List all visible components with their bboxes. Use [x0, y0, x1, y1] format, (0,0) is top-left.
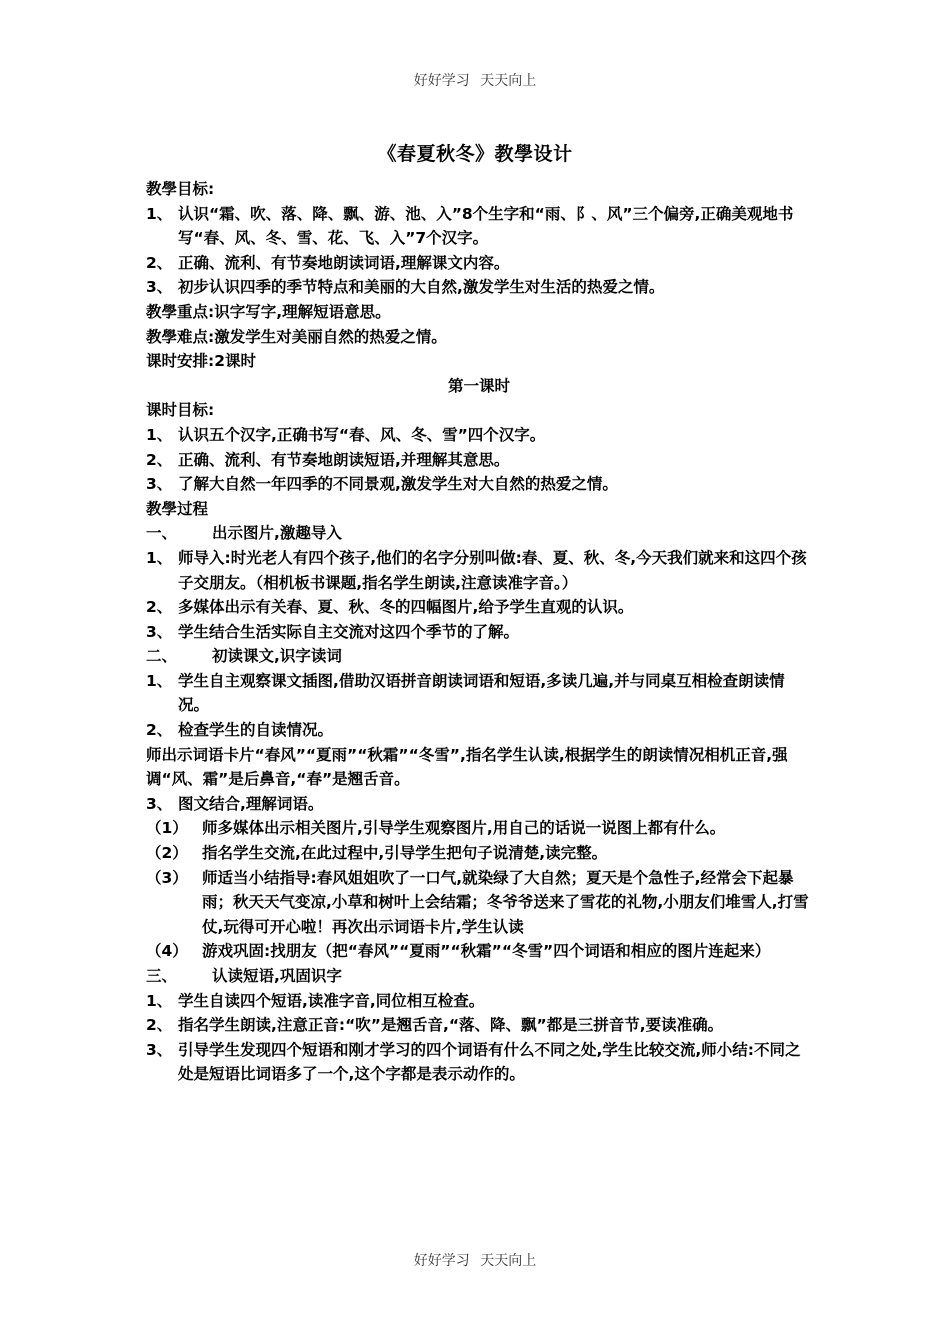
item-text: 学生自主观察课文插图,借助汉语拼音朗读词语和短语,多读几遍,并与同桌互相检查朗读情况。 [178, 671, 785, 715]
item-number: 3、 [146, 622, 173, 641]
item-number: 3、 [146, 1040, 173, 1059]
item-number: 1、 [146, 548, 173, 567]
list-item [146, 816, 812, 841]
item-text: 学生结合生活实际自主交流对这四个季节的了解。 [178, 622, 520, 641]
list-item [146, 472, 812, 497]
list-item [146, 841, 812, 866]
process-step [146, 644, 812, 669]
item-text: 认识五个汉字,正确书写“春、风、冬、雪”四个汉字。 [178, 425, 546, 444]
item-number: 2、 [146, 598, 173, 617]
item-text: 初读课文,识字读词 [212, 647, 342, 666]
item-number: 3、 [146, 794, 173, 813]
item-number: 2、 [146, 1016, 173, 1035]
item-text: 师多媒体出示相关图片,引导学生观察图片,用自己的话说一说图上都有什么。 [202, 819, 726, 838]
list-item [146, 1013, 812, 1038]
section-heading: 第一课时 [447, 376, 510, 395]
item-text: 引导学生发现四个短语和刚才学习的四个词语有什么不同之处,学生比较交流,师小结:不同之处是短语比词语多了一个,这个字都是表示动作的。 [178, 1040, 801, 1084]
list-item [146, 448, 812, 473]
item-number: 2、 [146, 450, 173, 469]
list-item [146, 989, 812, 1014]
list-item [146, 669, 812, 718]
item-number: （2） [146, 844, 188, 863]
list-item [146, 423, 812, 448]
item-number: 3、 [146, 475, 173, 494]
list-item [146, 866, 812, 940]
item-number: 1、 [146, 991, 173, 1010]
page-header: 好好学习 天天向上 [413, 73, 537, 89]
paragraph: 教學目标: [146, 180, 215, 198]
list-item [146, 620, 812, 645]
paragraph: 教學重点:识字写字,理解短语意思。 [146, 302, 391, 321]
paragraph: 课时目标: [146, 401, 215, 420]
item-text: 正确、流利、有节奏地朗读词语,理解课文内容。 [178, 253, 510, 272]
list-item [146, 546, 812, 595]
list-item [146, 1038, 812, 1087]
paragraph: 教學过程 [146, 499, 209, 518]
item-text: 正确、流利、有节奏地朗读短语,并理解其意思。 [178, 450, 510, 469]
list-item [146, 939, 812, 964]
process-step [146, 964, 812, 989]
item-text: 图文结合,理解词语。 [178, 794, 324, 813]
item-text: 检查学生的自读情况。 [178, 721, 334, 740]
item-number: 2、 [146, 253, 173, 272]
list-item [146, 275, 812, 300]
item-text: 初步认识四季的季节特点和美丽的大自然,激发学生对生活的热爱之情。 [178, 278, 665, 297]
paragraph: 课时安排:2课时 [146, 352, 256, 371]
item-text: 指名学生朗读,注意正音:“吹”是翘舌音,“落、降、飘”都是三拼音节,要读准确。 [178, 1016, 724, 1035]
document-title: 《春夏秋冬》教學设计 [377, 143, 573, 165]
item-number: （1） [146, 819, 188, 838]
item-text: 认识“霜、吹、落、降、飘、游、池、入”8个生字和“雨、阝、风”三个偏旁,正确美观地书写“春、风、冬、雪、花、飞、入”7个汉字。 [178, 204, 794, 248]
item-number: 一、 [146, 524, 178, 543]
paragraph: 教學难点:激发学生对美丽自然的热爱之情。 [146, 327, 447, 346]
item-text: 多媒体出示有关春、夏、秋、冬的四幅图片,给予学生直观的认识。 [178, 598, 634, 617]
item-text: 师导入:时光老人有四个孩子,他们的名字分别叫做:春、夏、秋、冬,今天我们就来和这四个孩子交朋友。（相机板书课题,指名学生朗读,注意读准字音。） [178, 548, 807, 592]
list-item [146, 595, 812, 620]
item-number: 2、 [146, 721, 173, 740]
item-text: 出示图片,激趣导入 [212, 524, 342, 543]
paragraph: 师出示词语卡片“春风”“夏雨”“秋霜”“冬雪”,指名学生认读,根据学生的朗读情况相机正音,强调“风、霜”是后鼻音,“春”是翘舌音。 [146, 745, 788, 789]
item-text: 了解大自然一年四季的不同景观,激发学生对大自然的热爱之情。 [178, 475, 618, 494]
item-number: 1、 [146, 425, 173, 444]
list-item [146, 251, 812, 276]
item-text: 学生自读四个短语,读准字音,同位相互检查。 [178, 991, 485, 1010]
item-number: 3、 [146, 278, 173, 297]
item-text: 指名学生交流,在此过程中,引导学生把句子说清楚,读完整。 [202, 844, 608, 863]
item-number: 1、 [146, 204, 173, 223]
list-item [146, 202, 812, 251]
item-number: 1、 [146, 671, 173, 690]
item-number: 三、 [146, 967, 178, 985]
item-number: （3） [146, 868, 188, 887]
page-footer: 好好学习 天天向上 [413, 1253, 537, 1269]
process-step [146, 521, 812, 546]
item-text: 游戏巩固:找朋友（把“春风”“夏雨”“秋霜”“冬雪”四个词语和相应的图片连起来） [202, 942, 771, 961]
item-text: 认读短语,巩固识字 [212, 967, 342, 985]
item-text: 师适当小结指导:春风姐姐吹了一口气,就染绿了大自然；夏天是个急性子,经常会下起暴雨；秋天天气变凉,小草和树叶上会结霜；冬爷爷送来了雪花的礼物,小朋友们堆雪人,打雪仗,玩得可开心啦！再次出示词语卡片,学生认读 [202, 868, 809, 936]
item-number: 二、 [146, 647, 178, 666]
list-item [146, 718, 812, 743]
list-item [146, 792, 812, 817]
document-body [146, 177, 812, 1087]
item-number: （4） [146, 942, 188, 961]
